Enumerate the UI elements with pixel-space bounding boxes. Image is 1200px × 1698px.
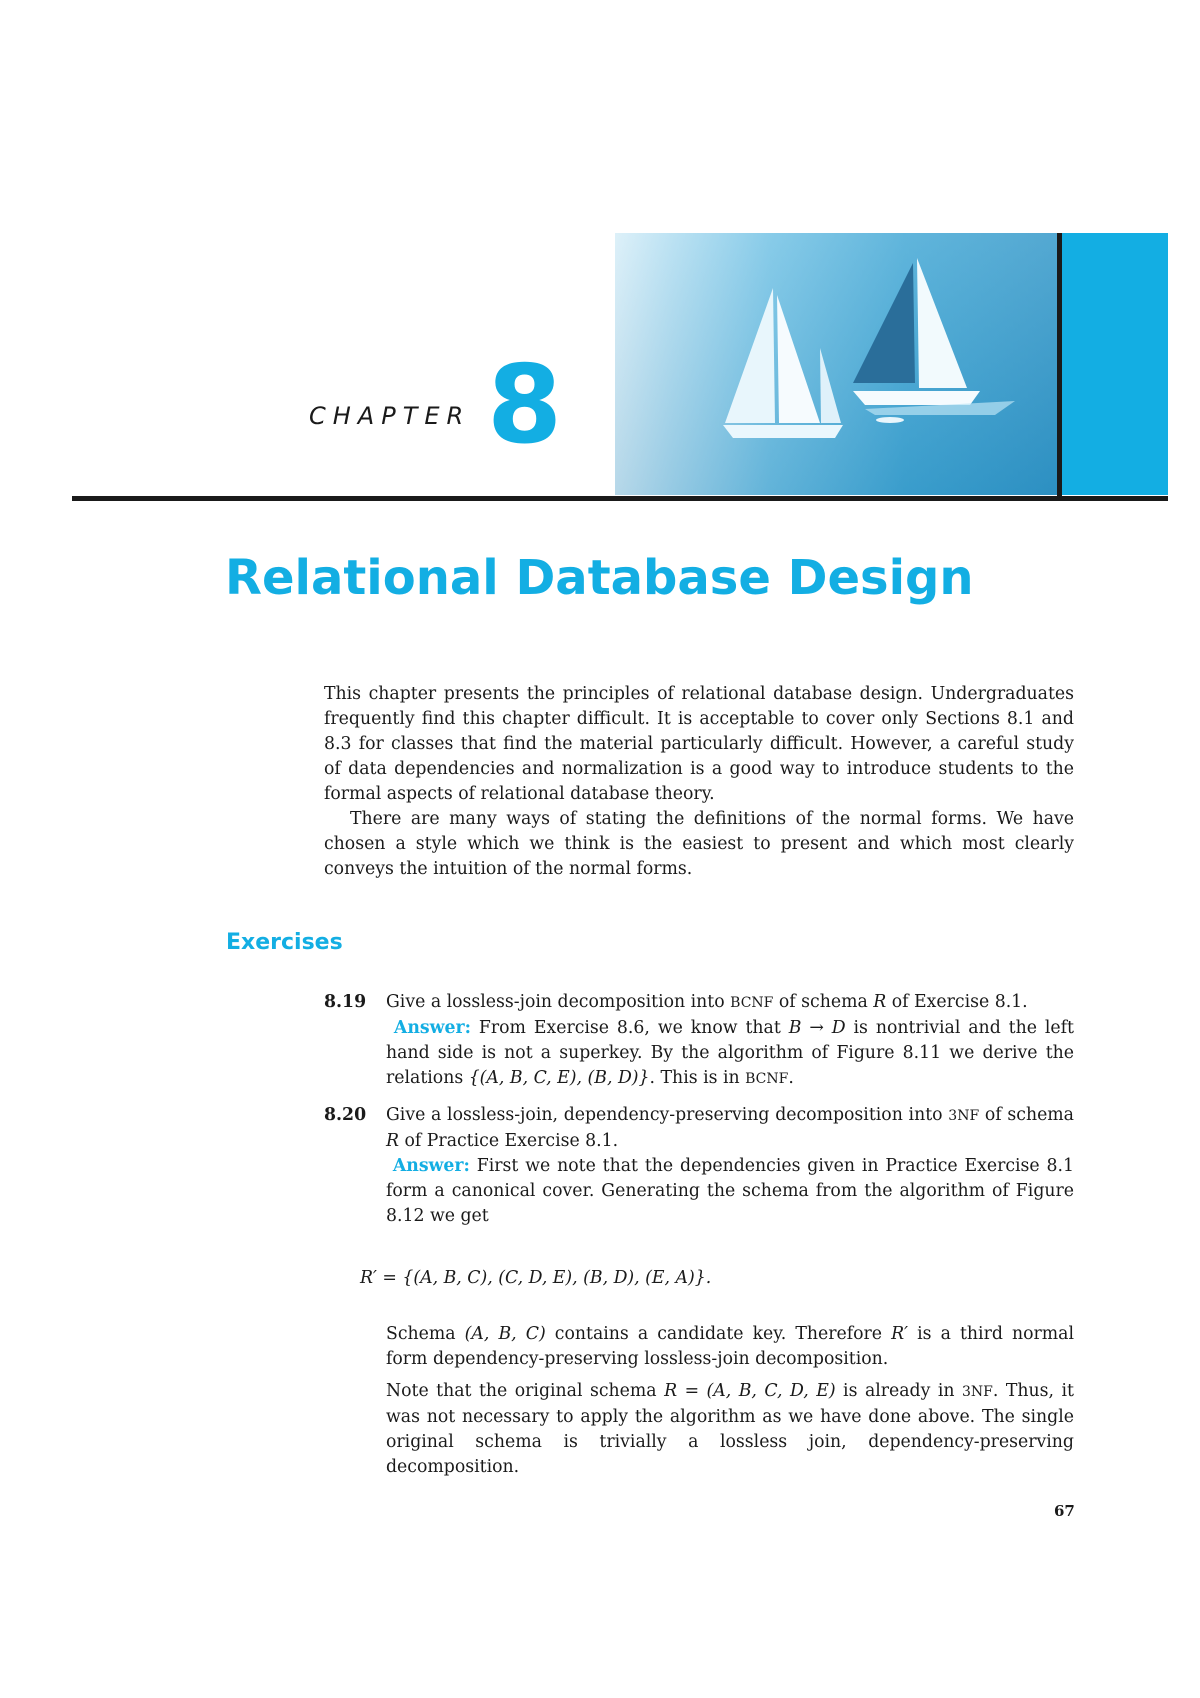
answer-label: Answer: xyxy=(392,1156,470,1176)
exercise-question: Give a lossless-join, dependency-preserving decomposition into 3NF of schema R of Practice Exercise 8.1. xyxy=(386,1105,1074,1151)
exercise-number: 8.19 xyxy=(324,992,367,1012)
exercise-number: 8.20 xyxy=(324,1105,367,1125)
exercises-heading: Exercises xyxy=(226,930,343,955)
chapter-title: Relational Database Design xyxy=(225,550,974,606)
chapter-label: CHAPTER xyxy=(309,402,471,430)
intro-paragraph-1: This chapter presents the principles of relational database design. Undergraduates frequently find this chapter difficult. It is acceptable to cover only Sections 8.1 and 8.3 for classes that find the material particularly difficult. However, a careful study of data dependencies and normalization is a good way to introduce students to the formal aspects of relational database theory. xyxy=(324,684,1074,804)
chapter-number: 8 xyxy=(487,343,563,468)
answer-paragraph-3: Note that the original schema R = (A, B, C, D, E) is already in 3NF. Thus, it was not necessary to apply the algorithm as we have done above. The single original schema is trivially a lossless join, dependency-preserving decomposition. xyxy=(386,1381,1074,1477)
exercise-body xyxy=(386,990,1074,1092)
exercise-8-20 xyxy=(324,1103,1074,1229)
exercise-answer: Answer: From Exercise 8.6, we know that B → D is nontrivial and the left hand side is not a superkey. By the algorithm of Figure 8.11 we derive the relations {(A, B, C, E), (B, D)}. This is in BCNF. xyxy=(386,1018,1074,1088)
answer-paragraph-2: Schema (A, B, C) contains a candidate key. Therefore R′ is a third normal form dependency-preserving lossless-join decomposition. xyxy=(386,1324,1074,1369)
exercise-8-19 xyxy=(324,990,1074,1092)
exercise-body xyxy=(386,1103,1074,1229)
chapter-edge-tab xyxy=(1062,233,1168,495)
exercise-body xyxy=(386,1322,1074,1480)
tab-divider xyxy=(1057,233,1062,501)
exercise-8-20-continued xyxy=(324,1322,1074,1480)
intro-section xyxy=(324,682,1074,882)
page-number: 67 xyxy=(1054,1502,1075,1520)
header-rule xyxy=(72,496,1168,501)
exercise-question: Give a lossless-join decomposition into BCNF of schema R of Exercise 8.1. xyxy=(386,992,1028,1012)
exercise-answer: Answer: First we note that the dependencies given in Practice Exercise 8.1 form a canonical cover. Generating the schema from the algorithm of Figure 8.12 we get xyxy=(386,1156,1074,1226)
intro-paragraph-2: There are many ways of stating the definitions of the normal forms. We have chosen a style which we think is the easiest to present and which most clearly conveys the intuition of the normal forms. xyxy=(324,809,1074,879)
sailboats-illustration xyxy=(615,233,1060,495)
decomposition-formula: R′ = {(A, B, C), (C, D, E), (B, D), (E, A)}. xyxy=(360,1268,712,1288)
sailboats-photo xyxy=(615,233,1060,495)
answer-label: Answer: xyxy=(393,1018,471,1038)
